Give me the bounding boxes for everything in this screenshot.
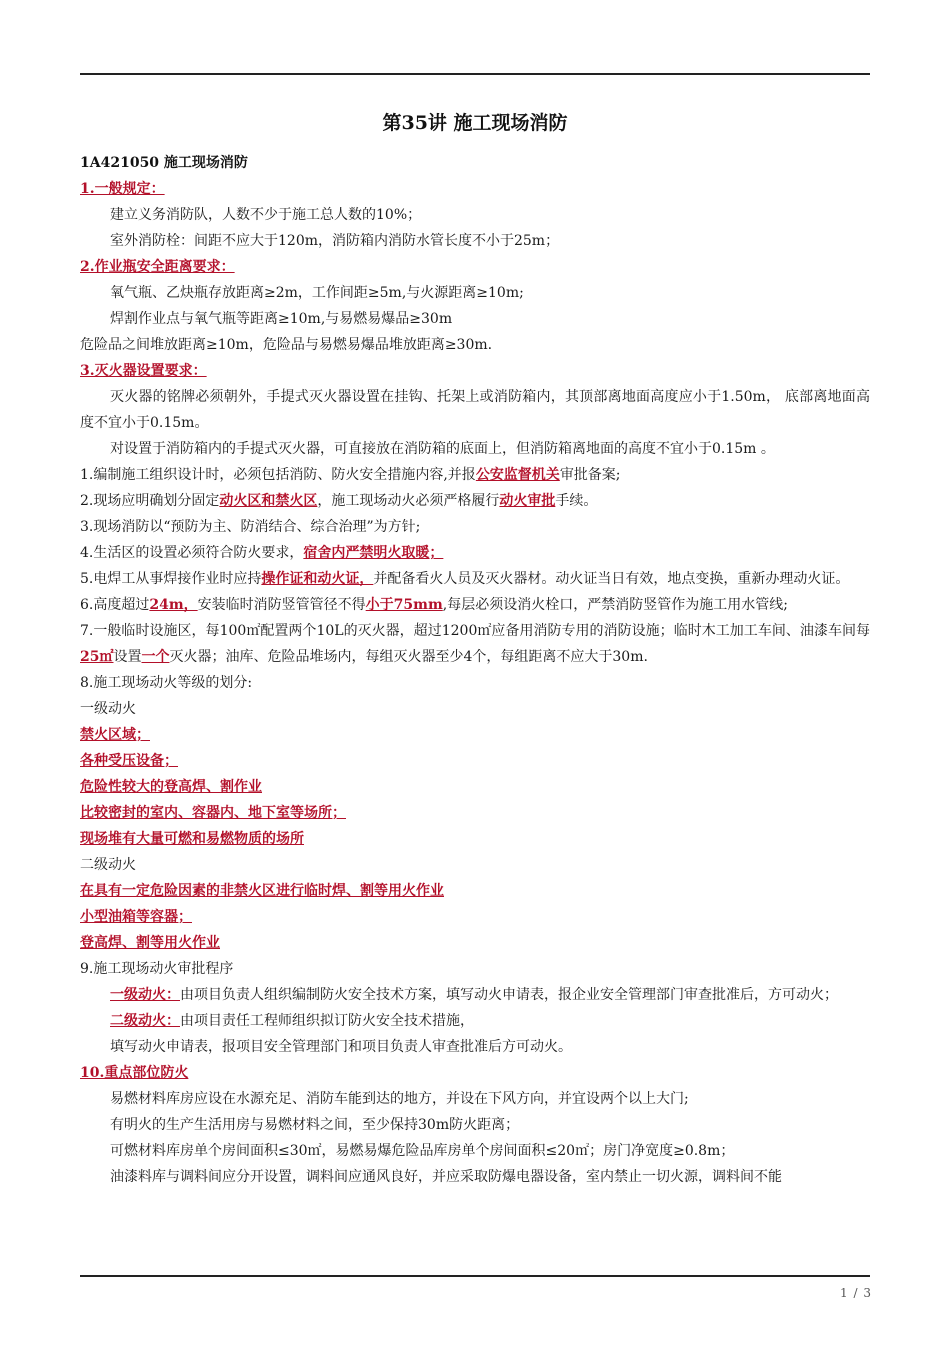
s3-p2: 对设置于消防箱内的手提式灭火器，可直接放在消防箱的底面上，但消防箱离地面的高度不宜小于0.15m 。 <box>110 441 775 457</box>
header-rule <box>80 73 870 75</box>
item-6-highlight-2: 小于75mm <box>365 597 443 613</box>
s9-level2 <box>80 1008 870 1034</box>
item-4 <box>80 540 870 566</box>
item-5 <box>80 566 870 592</box>
item-8: 8.施工现场动火等级的划分: <box>80 675 253 691</box>
item-1-a: 1.编制施工组织设计时，必须包括消防、防火安全措施内容,并报 <box>80 467 476 483</box>
level2-item-text: 小型油箱等容器； <box>80 909 192 925</box>
level1-item-text: 禁火区域； <box>80 727 150 743</box>
level1-item-text: 比较密封的室内、容器内、地下室等场所； <box>80 805 346 821</box>
s9-level2-cont: 填写动火申请表，报项目安全管理部门和项目负责人审查批准后方可动火。 <box>110 1039 572 1055</box>
level1-item <box>80 748 870 774</box>
s9-level2-label: 二级动火： <box>110 1013 180 1029</box>
level1-item <box>80 774 870 800</box>
section-code-heading: 1A421050 施工现场消防 <box>80 155 248 171</box>
item-5-highlight: 操作证和动火证， <box>261 571 374 587</box>
level2-item <box>80 904 870 930</box>
item-6-e: ,每层必须设消火栓口，严禁消防竖管作为施工用水管线; <box>442 597 788 613</box>
item-6-c: 安装临时消防竖管管径不得 <box>197 597 366 613</box>
page-title: 第35讲 施工现场消防 <box>382 112 568 134</box>
s2-heading-text: 2.作业瓶安全距离要求： <box>80 259 235 275</box>
item-2-e: 手续。 <box>555 493 598 509</box>
level2-item-text: 在具有一定危险因素的非禁火区进行临时焊、割等用火作业 <box>80 883 444 899</box>
item-7-c: 设置 <box>113 649 142 665</box>
page-number: 1 / 3 <box>840 1286 872 1300</box>
s1-heading <box>80 176 870 202</box>
level1-item <box>80 722 870 748</box>
s3-p1: 灭火器的铭牌必须朝外，手提式灭火器设置在挂钩、托架上或消防箱内，其顶部离地面高度应小于1.50m， 底部离地面高度不宜小于0.15m。 <box>80 389 870 431</box>
s10-heading <box>80 1060 870 1086</box>
item-1-c: 审批备案; <box>559 467 621 483</box>
item-4-a: 4.生活区的设置必须符合防火要求， <box>80 545 304 561</box>
level1-label: 一级动火 <box>80 701 136 717</box>
s10-heading-text: 10.重点部位防火 <box>80 1065 189 1081</box>
level1-item <box>80 826 870 852</box>
item-6 <box>80 592 870 618</box>
level1-item-text: 危险性较大的登高焊、割作业 <box>80 779 262 795</box>
item-3: 3.现场消防以“预防为主、防消结合、综合治理”为方针; <box>80 519 421 535</box>
level2-item-text: 登高焊、割等用火作业 <box>80 935 220 951</box>
s1-p1: 建立义务消防队，人数不少于施工总人数的10%； <box>110 207 422 223</box>
item-2 <box>80 488 870 514</box>
s10-p3: 可燃材料库房单个房间面积≤30㎡，易燃易爆危险品库房单个房间面积≤20㎡；房门净宽度≥0.8m； <box>110 1143 735 1159</box>
item-5-a: 5.电焊工从事焊接作业时应持 <box>80 571 262 587</box>
s2-heading <box>80 254 870 280</box>
item-2-highlight-1: 动火区和禁火区 <box>219 493 318 509</box>
s10-p2: 有明火的生产生活用房与易燃材料之间，至少保持30m防火距离； <box>110 1117 520 1133</box>
s2-p1: 氧气瓶、乙炔瓶存放距离≥2m，工作间距≥5m,与火源距离≥10m; <box>110 285 524 301</box>
item-4-highlight: 宿舍内严禁明火取暖； <box>303 545 444 561</box>
level2-item <box>80 878 870 904</box>
s2-p3: 危险品之间堆放距离≥10m，危险品与易燃易爆品堆放距离≥30m. <box>80 337 493 353</box>
s9-level2-text: 由项目责任工程师组织拟订防火安全技术措施， <box>180 1013 474 1029</box>
item-5-c: 并配备看火人员及灭火器材。动火证当日有效，地点变换，重新办理动火证。 <box>373 571 850 587</box>
item-7 <box>80 618 870 670</box>
item-6-a: 6.高度超过 <box>80 597 150 613</box>
item-2-c: ，施工现场动火必须严格履行 <box>317 493 500 509</box>
item-6-highlight-1: 24m， <box>149 597 198 613</box>
item-7-highlight-1: 25㎡ <box>80 649 114 665</box>
item-1 <box>80 462 870 488</box>
level2-item <box>80 930 870 956</box>
s2-p2: 焊割作业点与氧气瓶等距离≥10m,与易燃易爆品≥30m <box>110 311 453 327</box>
document-body <box>80 150 870 1190</box>
footer-rule <box>80 1275 870 1277</box>
item-2-a: 2.现场应明确划分固定 <box>80 493 220 509</box>
s9-level1-text: 由项目负责人组织编制防火安全技术方案，填写动火申请表，报企业安全管理部门审查批准后，方可动火； <box>180 987 838 1003</box>
s3-heading-text: 3.灭火器设置要求： <box>80 363 207 379</box>
s9-level1-label: 一级动火： <box>110 987 180 1003</box>
item-2-highlight-2: 动火审批 <box>499 493 556 509</box>
level1-item-text: 各种受压设备； <box>80 753 178 769</box>
s9-heading: 9.施工现场动火审批程序 <box>80 961 234 977</box>
item-1-highlight: 公安监督机关 <box>475 467 560 483</box>
s10-p1: 易燃材料库房应设在水源充足、消防车能到达的地方，并设在下风方向，并宜设两个以上大门; <box>110 1091 689 1107</box>
s1-p2: 室外消防栓：间距不应大于120m，消防箱内消防水管长度不小于25m； <box>110 233 560 249</box>
item-7-e: 灭火器；油库、危险品堆场内，每组灭火器至少4个，每组距离不应大于30m. <box>169 649 648 665</box>
item-7-highlight-2: 一个 <box>141 649 170 665</box>
s10-p4: 油漆料库与调料间应分开设置，调料间应通风良好，并应采取防爆电器设备，室内禁止一切火源，调料间不能 <box>110 1169 782 1185</box>
level2-label: 二级动火 <box>80 857 136 873</box>
s1-heading-text: 1.一般规定： <box>80 181 165 197</box>
s3-heading <box>80 358 870 384</box>
level1-item <box>80 800 870 826</box>
level1-item-text: 现场堆有大量可燃和易燃物质的场所 <box>80 831 304 847</box>
item-7-a: 7.一般临时设施区，每100㎡配置两个10L的灭火器，超过1200㎡应备用消防专用的消防设施；临时木工加工车间、油漆车间每 <box>80 623 870 639</box>
s9-level1 <box>80 982 870 1008</box>
